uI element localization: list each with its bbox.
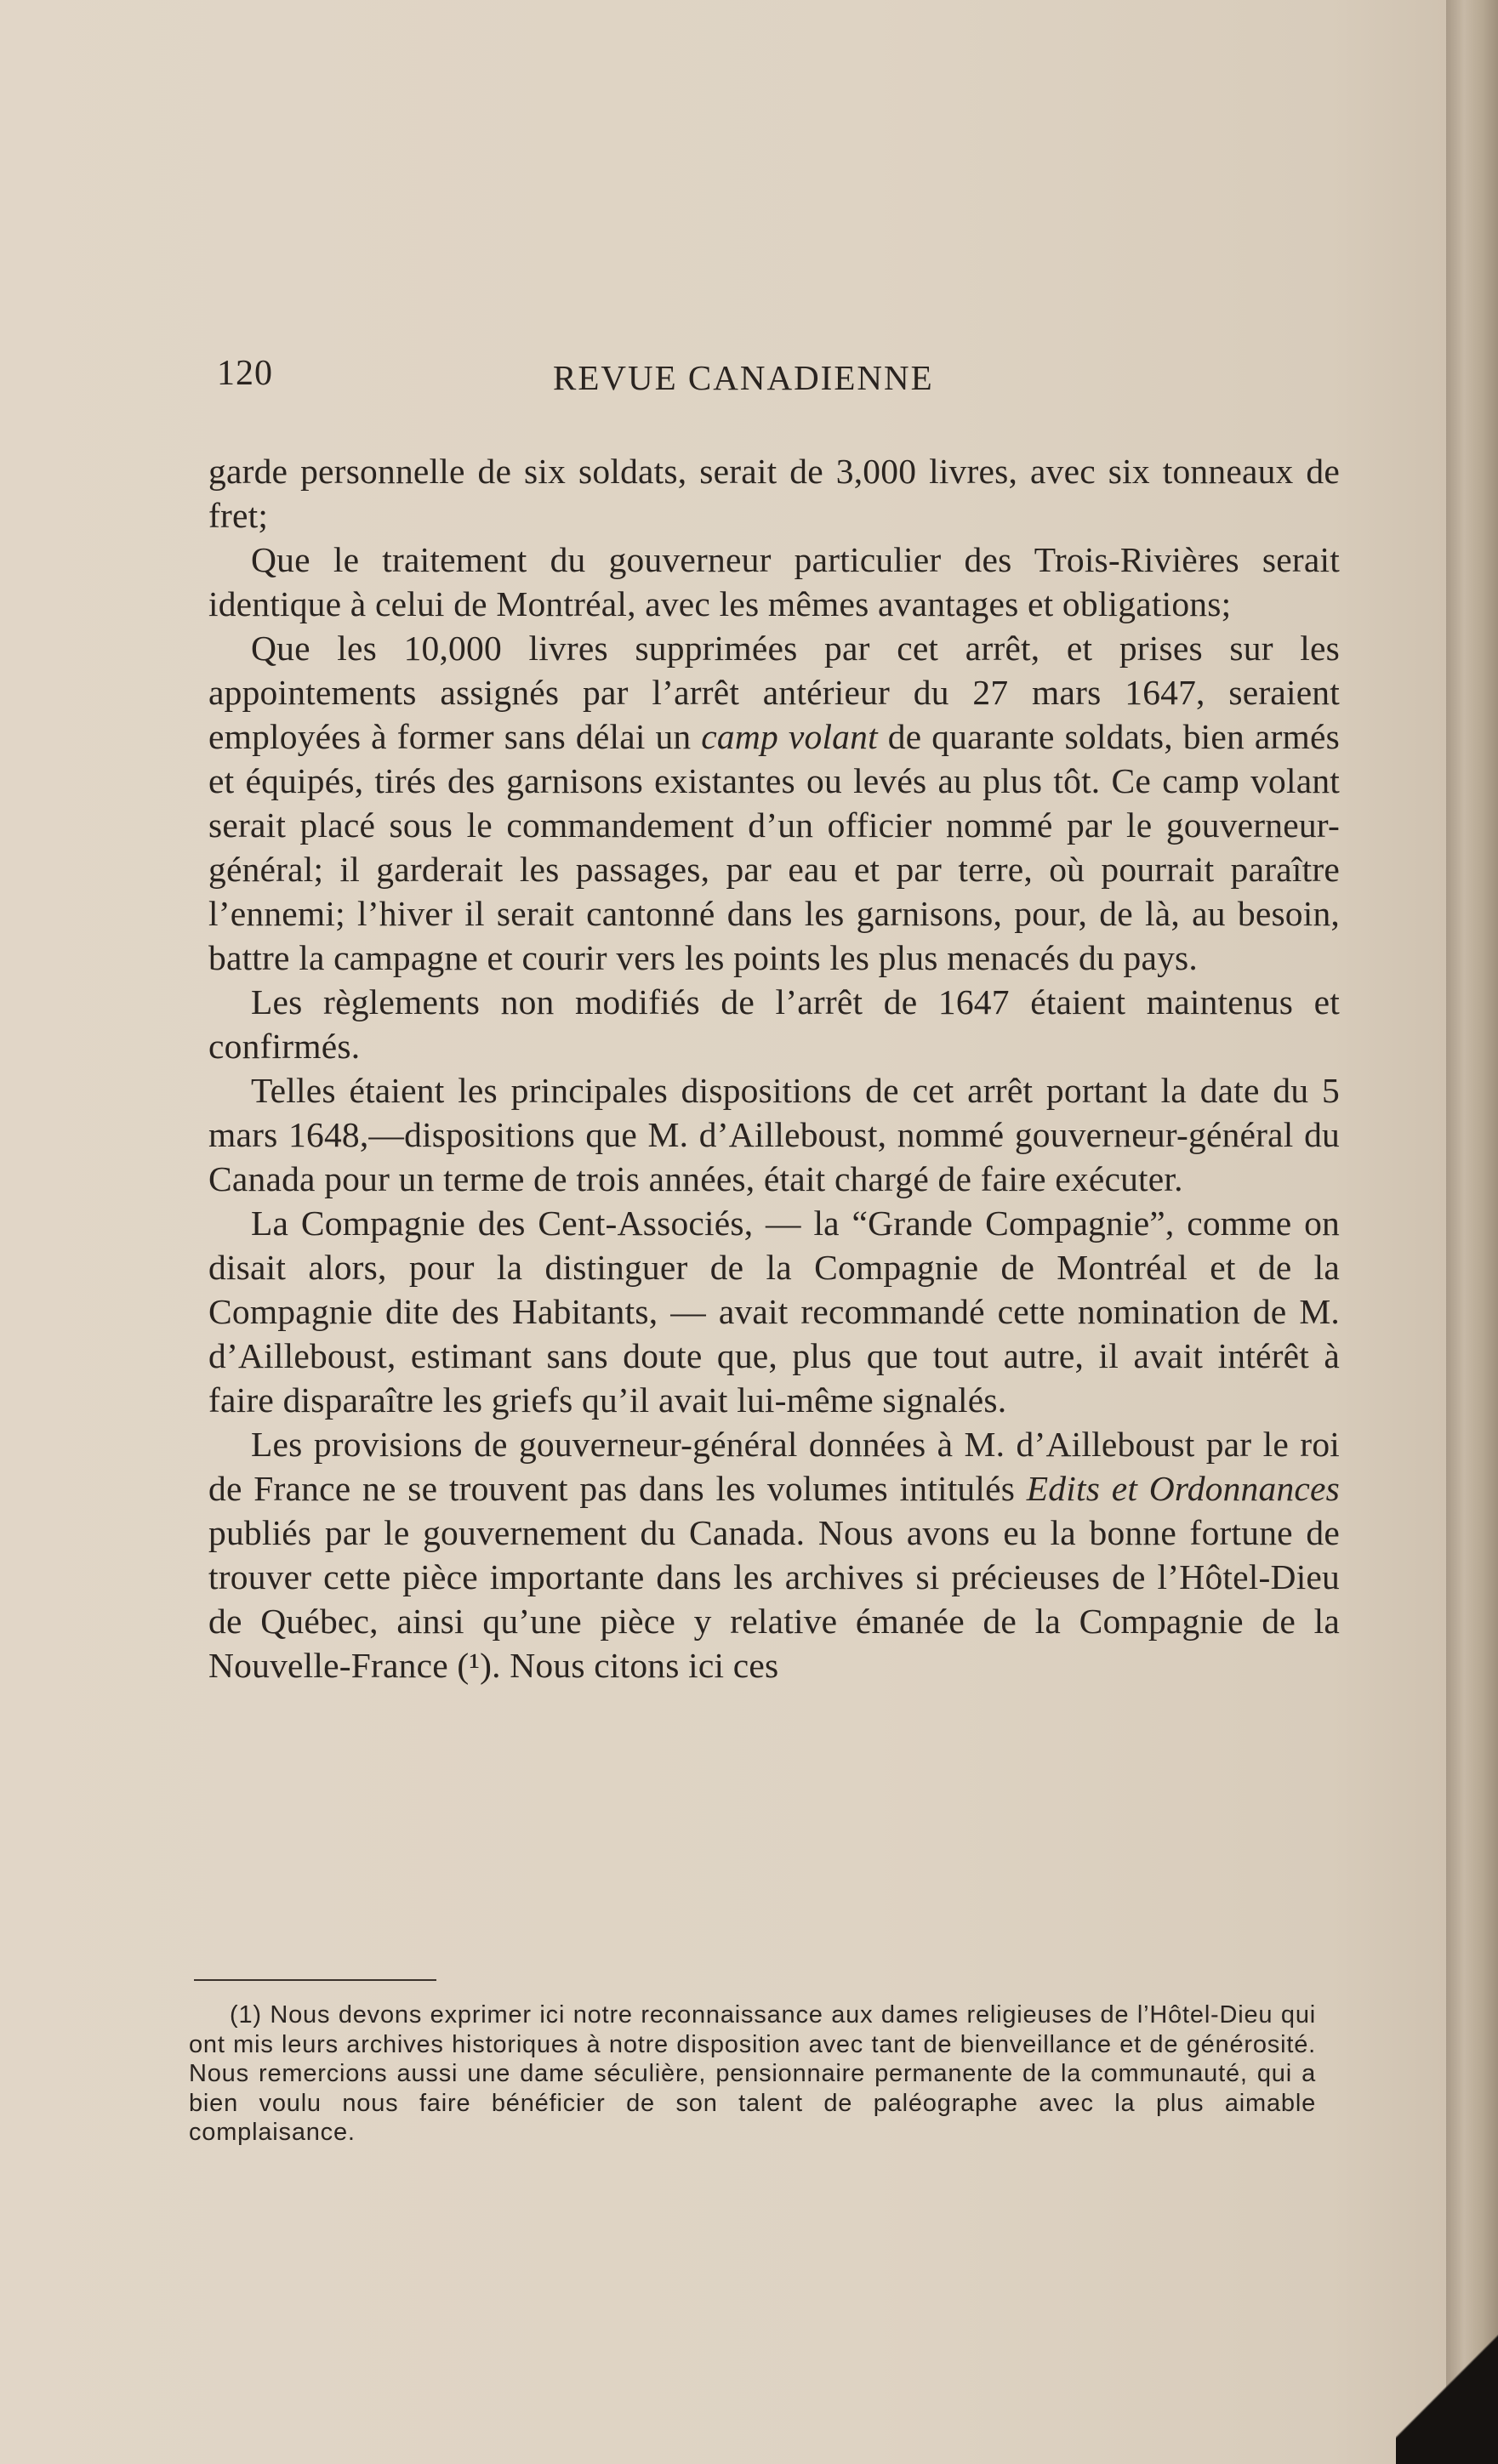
page-edge: [1446, 0, 1498, 2464]
page-header: [217, 353, 1336, 404]
footnote: [189, 2000, 1316, 2148]
paragraph-3-italic: camp volant: [701, 717, 878, 756]
body-text: [208, 449, 1340, 1687]
paragraph-3: [208, 626, 1340, 980]
paragraph-7: [208, 1422, 1340, 1687]
paragraph-7-end: publiés par le gouvernement du Canada. Nous avons eu la bonne fortune de trouver cette pièce importante dans les archives si précieuses de l’Hôtel-Dieu de Québec, ainsi qu’une pièce y relative émanée de la Compagnie de la Nouvelle-France (¹). Nous citons ici ces: [208, 1513, 1340, 1685]
paragraph-5: Telles étaient les principales dispositions de cet arrêt portant la date du 5 mars 1648,—dispositions que M. d’Ailleboust, nommé gouverneur-général du Canada pour un terme de trois années, était chargé de faire exécuter.: [208, 1071, 1340, 1198]
paragraph-3-start: Que les 10,000 livres supprimées par cet arrêt, et prises sur les appointements assignés par l’arrêt antérieur du 27 mars 1647, seraient employées à former sans délai un: [208, 629, 1340, 756]
running-title: REVUE CANADIENNE: [553, 358, 934, 397]
footnote-text: (1) Nous devons exprimer ici notre reconnaissance aux dames religieuses de l’Hôtel-Dieu qui ont mis leurs archives historiques à notre disposition avec tant de bienveillance et de générosité. Nous remercions aussi une dame séculière, pensionnaire permanente de la communauté, qui a bien voulu nous faire bénéficier de son talent de paléographe avec la plus aimable complaisance.: [189, 2001, 1316, 2146]
page-number: 120: [217, 354, 273, 393]
footnote-divider: [194, 1979, 436, 1981]
paragraph-7-start: Les provisions de gouverneur-général données à M. d’Ailleboust par le roi de France ne se trouvent pas dans les volumes intitulés: [208, 1425, 1340, 1508]
paragraph-1: garde personnelle de six soldats, serait de 3,000 livres, avec six tonneaux de fret;: [208, 452, 1340, 535]
paragraph-6: La Compagnie des Cent-Associés, — la “Grande Compagnie”, comme on disait alors, pour la distinguer de la Compagnie de Montréal et de la Compagnie dite des Habitants, — avait recommandé cette nomination de M. d’Ailleboust, estimant sans doute que, plus que tout autre, il avait intérêt à faire disparaître les griefs qu’il avait lui-même signalés.: [208, 1204, 1340, 1420]
paragraph-2: Que le traitement du gouverneur particulier des Trois-Rivières serait identique à celui de Montréal, avec les mêmes avantages et obligations;: [208, 540, 1340, 623]
paragraph-4: Les règlements non modifiés de l’arrêt de 1647 étaient maintenus et confirmés.: [208, 982, 1340, 1066]
paragraph-7-italic: Edits et Ordonnances: [1026, 1469, 1340, 1508]
paragraph-3-end: de quarante soldats, bien armés et équipés, tirés des garnisons existantes ou levés au plus tôt. Ce camp volant serait placé sous le commandement d’un officier nommé par le gouverneur-général; il garderait les passages, par eau et par terre, où pourrait paraître l’ennemi; l’hiver il serait cantonné dans les garnisons, pour, de là, au besoin, battre la campagne et courir vers les points les plus menacés du pays.: [208, 717, 1340, 977]
corner-shadow: [1396, 2277, 1498, 2464]
